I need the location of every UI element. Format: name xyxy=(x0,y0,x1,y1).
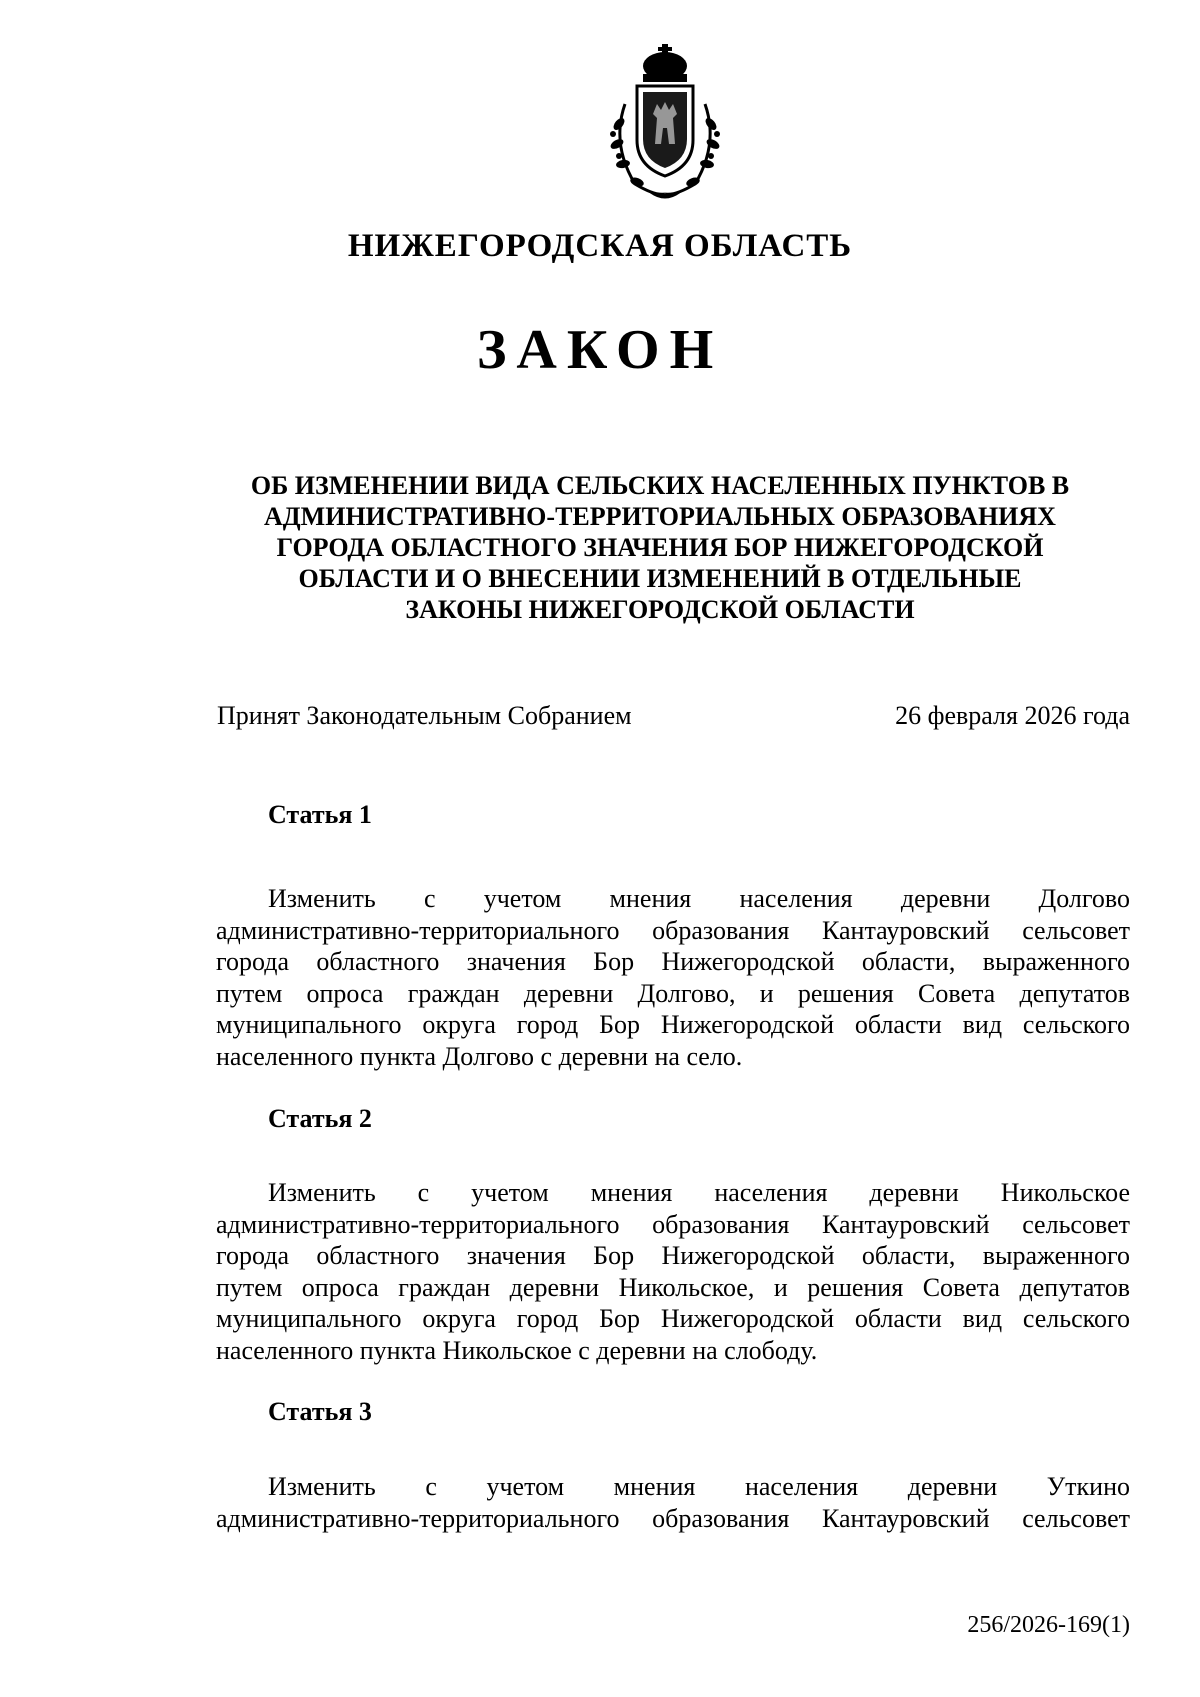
article-heading: Статья 1 xyxy=(268,800,372,829)
document-type: ЗАКОН xyxy=(476,319,724,381)
article-text xyxy=(216,1471,1130,1534)
article-line: административно-территориального образования Кантауровский сельсовет xyxy=(216,915,1130,945)
article-line: административно-территориального образования Кантауровский сельсовет xyxy=(216,1209,1130,1239)
adoption-date: 26 февраля 2026 года xyxy=(895,701,1130,730)
law-title-line: АДМИНИСТРАТИВНО-ТЕРРИТОРИАЛЬНЫХ ОБРАЗОВАНИЯХ xyxy=(264,502,1056,531)
article-text xyxy=(216,1177,1130,1366)
law-title-line: ОБ ИЗМЕНЕНИИ ВИДА СЕЛЬСКИХ НАСЕЛЕННЫХ ПУНКТОВ В xyxy=(250,471,1070,500)
article-line: города областного значения Бор Нижегородской области, выраженного xyxy=(216,947,1130,976)
article-line: муниципального округа город Бор Нижегородской области вид сельского xyxy=(216,1304,1130,1333)
article-line: административно-территориального образования Кантауровский сельсовет xyxy=(216,1503,1130,1533)
article-heading: Статья 2 xyxy=(268,1104,372,1133)
law-title xyxy=(210,470,1110,625)
region-name: НИЖЕГОРОДСКАЯ ОБЛАСТЬ xyxy=(347,228,853,264)
article-line: города областного значения Бор Нижегородской области, выраженного xyxy=(216,1241,1130,1270)
article-line: Изменить с учетом мнения населения деревни Долгово xyxy=(268,884,1130,913)
article-line: населенного пункта Никольское с деревни на слободу. xyxy=(216,1335,818,1365)
article-line: муниципального округа город Бор Нижегородской области вид сельского xyxy=(216,1010,1130,1039)
article-line: Изменить с учетом мнения населения деревни Уткино xyxy=(268,1472,1130,1501)
article-line: путем опроса граждан деревни Долгово, и решения Совета депутатов xyxy=(216,978,1130,1008)
law-title-line: ГОРОДА ОБЛАСТНОГО ЗНАЧЕНИЯ БОР НИЖЕГОРОДСКОЙ xyxy=(276,533,1044,562)
article-line: Изменить с учетом мнения населения деревни Никольское xyxy=(268,1178,1130,1207)
document-number: 256/2026-169(1) xyxy=(967,1612,1130,1638)
article-line: путем опроса граждан деревни Никольское, и решения Совета депутатов xyxy=(216,1272,1130,1302)
adoption-label: Принят Законодательным Собранием xyxy=(217,701,632,730)
law-title-line: ЗАКОНЫ НИЖЕГОРОДСКОЙ ОБЛАСТИ xyxy=(405,595,915,624)
law-title-line: ОБЛАСТИ И О ВНЕСЕНИИ ИЗМЕНЕНИЙ В ОТДЕЛЬНЫЕ xyxy=(298,564,1022,593)
article-text xyxy=(216,883,1130,1072)
article-line: населенного пункта Долгово с деревни на село. xyxy=(216,1041,743,1071)
article-heading: Статья 3 xyxy=(268,1397,372,1426)
coat-of-arms-icon xyxy=(595,44,735,204)
